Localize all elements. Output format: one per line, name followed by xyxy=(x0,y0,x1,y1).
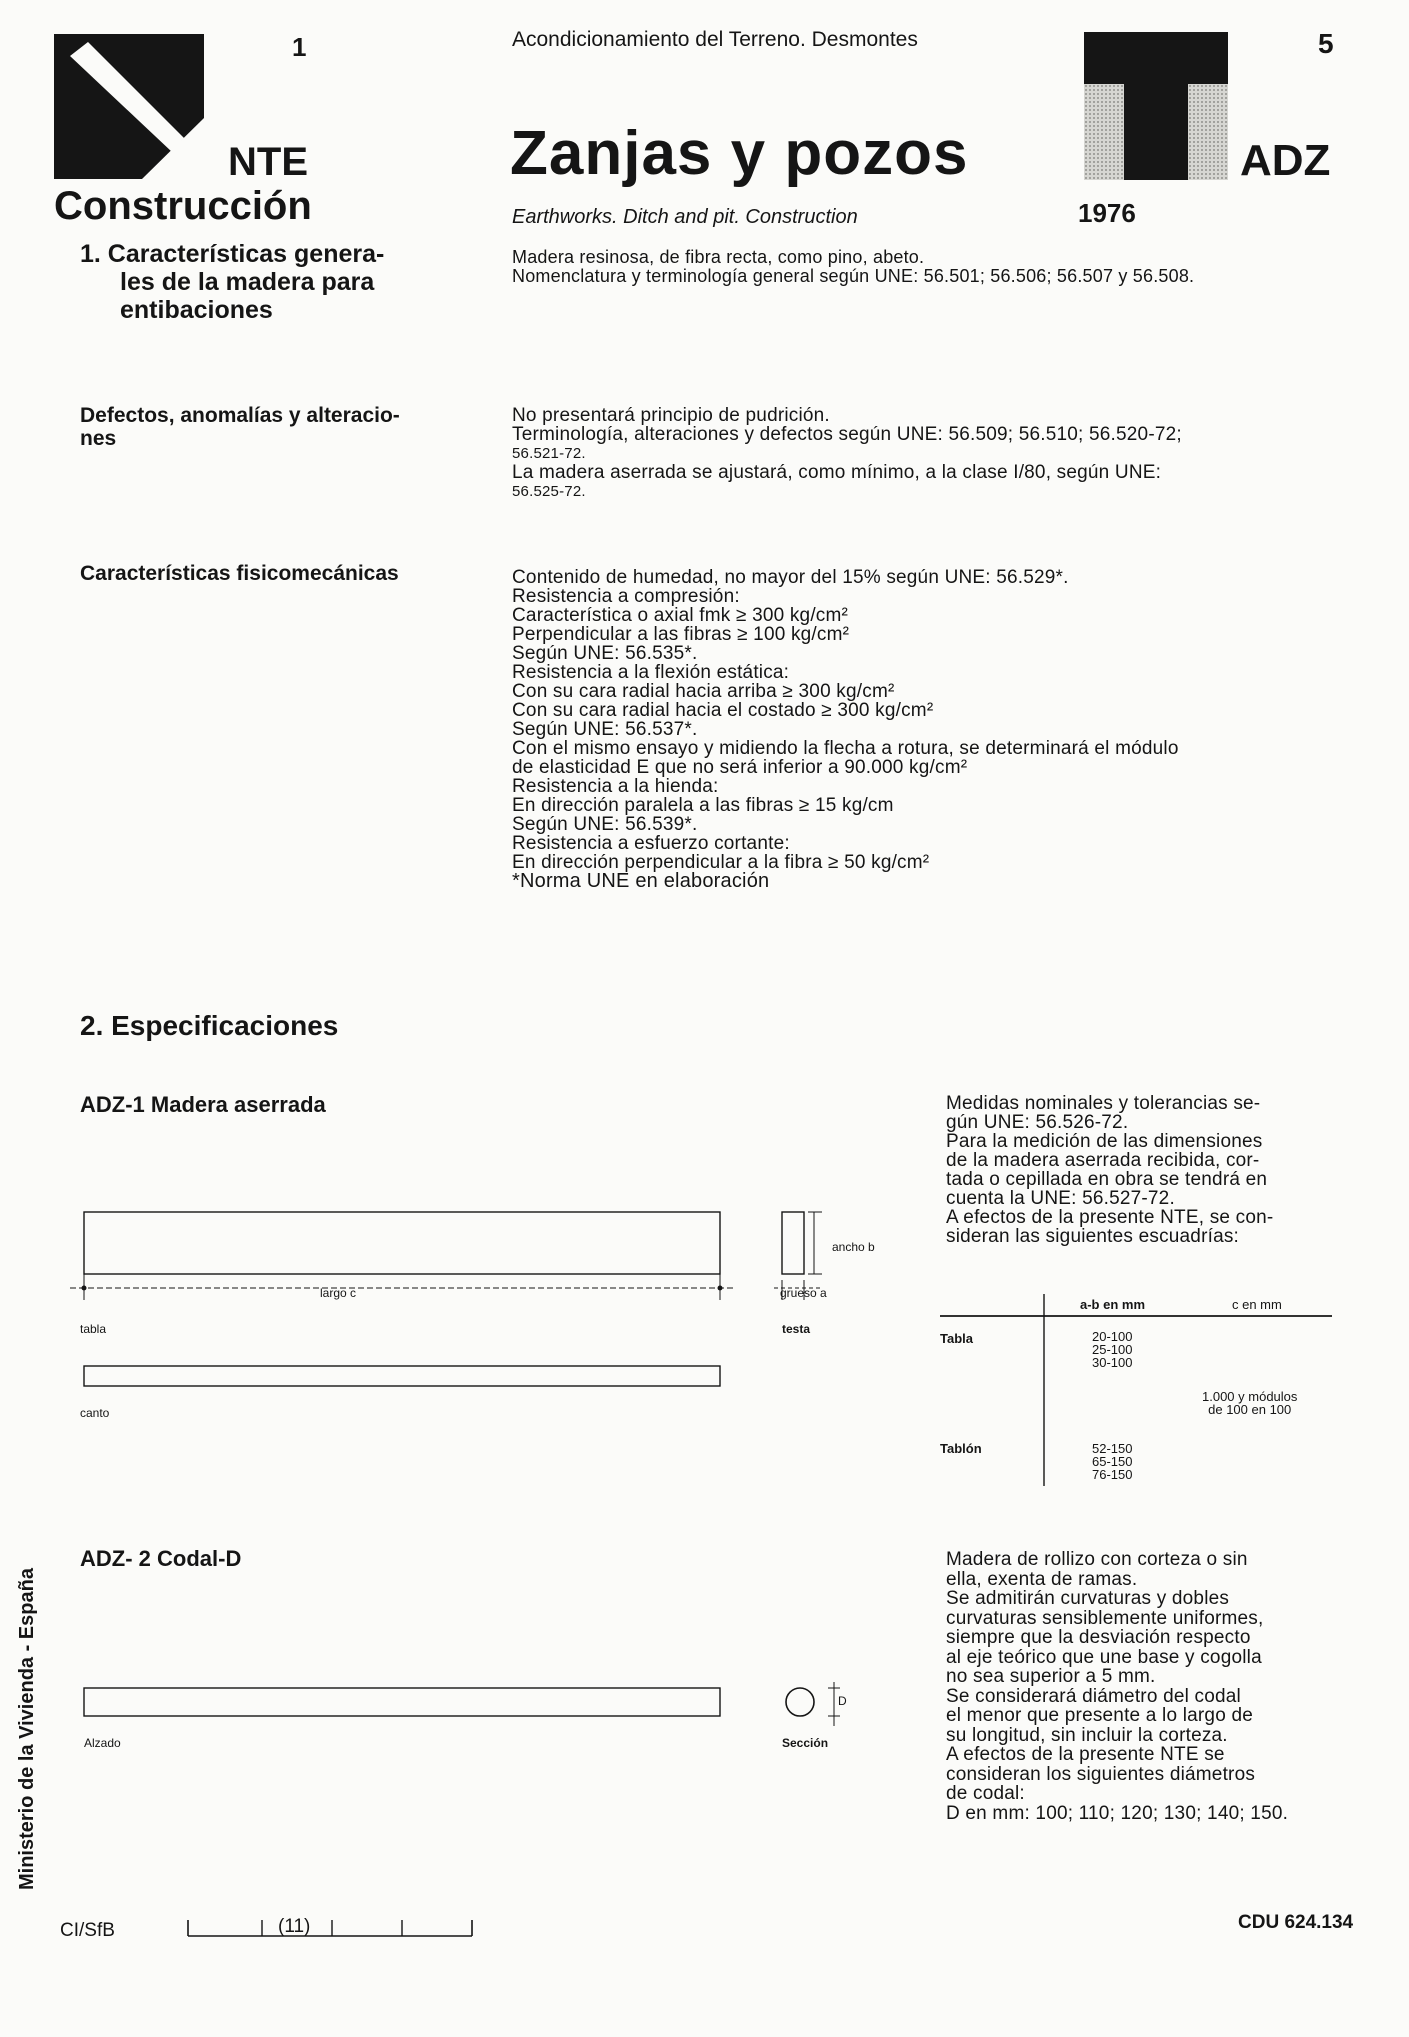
body-line: Se considerará diámetro del codal xyxy=(946,1685,1241,1707)
label-line: Defectos, anomalías y alteracio- xyxy=(80,404,400,427)
top-title: Acondicionamiento del Terreno. Desmontes xyxy=(512,28,918,51)
body-line: La madera aserrada se ajustará, como mínimo, a la clase I/80, según UNE: xyxy=(512,462,1162,483)
body-line: de elasticidad E que no será inferior a 90.000 kg/cm² xyxy=(512,757,968,778)
body-line: Nomenclatura y terminología general según UNE: 56.501; 56.506; 56.507 y 56.508. xyxy=(512,266,1195,286)
body-line: Según UNE: 56.535*. xyxy=(512,643,698,664)
body-line: En dirección paralela a las fibras ≥ 15 kg/cm xyxy=(512,795,894,816)
body-line: de codal: xyxy=(946,1783,1025,1804)
body-line: En dirección perpendicular a la fibra ≥ 50 kg/cm² xyxy=(512,852,930,873)
subtitle-en: Earthworks. Ditch and pit. Construction xyxy=(512,206,858,228)
row-values-tablon xyxy=(1092,1442,1132,1481)
construccion-label: Construcción xyxy=(54,184,312,228)
adz1-title: ADZ-1 Madera aserrada xyxy=(80,1092,326,1117)
ditch-icon xyxy=(1084,32,1228,180)
body-line: Madera resinosa, de fibra recta, como pino, abeto. xyxy=(512,247,925,267)
d-label: D xyxy=(838,1694,847,1708)
table-cell: 25-100 xyxy=(1092,1342,1133,1357)
body-line: Resistencia a esfuerzo cortante: xyxy=(512,833,790,854)
canto-label: canto xyxy=(80,1406,110,1420)
body-line: no sea superior a 5 mm. xyxy=(946,1666,1156,1687)
body-line: 56.525-72. xyxy=(512,483,586,500)
page-index-left: 1 xyxy=(292,32,307,62)
year: 1976 xyxy=(1078,198,1136,228)
body-line: tada o cepillada en obra se tendrá en xyxy=(946,1169,1268,1190)
body-line: el menor que presente a lo largo de xyxy=(946,1705,1253,1726)
fisico-body xyxy=(512,568,1179,891)
nte-label: NTE xyxy=(228,140,308,184)
table-cell: 52-150 xyxy=(1092,1441,1133,1456)
defectos-body xyxy=(512,406,1182,501)
table-cell: 30-100 xyxy=(1092,1355,1133,1370)
adz-logo xyxy=(1084,32,1228,180)
table-cell: 1.000 y módulos xyxy=(1202,1389,1298,1404)
fisico-label: Características fisicomecánicas xyxy=(80,562,399,585)
body-line: siempre que la desviación respecto xyxy=(946,1627,1251,1648)
fisico-block xyxy=(512,777,1179,834)
cisfb-box xyxy=(186,1910,476,1940)
codal-drawing xyxy=(70,1670,890,1750)
section1-title-line: entibaciones xyxy=(120,296,273,324)
alzado-label: Alzado xyxy=(84,1736,121,1750)
body-line: Terminología, alteraciones y defectos según UNE: 56.509; 56.510; 56.520-72; xyxy=(512,424,1182,445)
largo-label: largo c xyxy=(320,1286,357,1300)
section1-title-line: les de la madera para xyxy=(120,268,375,296)
body-line: Contenido de humedad, no mayor del 15% según UNE: 56.529*. xyxy=(512,567,1069,588)
table-cell: de 100 en 100 xyxy=(1208,1402,1292,1417)
row-label-tablon: Tablón xyxy=(940,1441,982,1456)
body-line: 56.521-72. xyxy=(512,445,586,462)
table-cell: 65-150 xyxy=(1092,1454,1133,1469)
body-line: No presentará principio de pudrición. xyxy=(512,405,830,426)
ancho-label: ancho b xyxy=(832,1240,875,1254)
side-publisher: Ministerio de la Vivienda - España xyxy=(16,1568,38,1890)
body-line: consideran los siguientes diámetros xyxy=(946,1763,1256,1785)
body-line: Característica o axial fmk ≥ 300 kg/cm² xyxy=(512,605,849,626)
body-line: Perpendicular a las fibras ≥ 100 kg/cm² xyxy=(512,624,850,645)
body-line: Según UNE: 56.537*. xyxy=(512,719,698,740)
body-line: Con el mismo ensayo y midiendo la flecha a rotura, se determinará el módulo xyxy=(512,738,1179,759)
body-line: gún UNE: 56.526-72. xyxy=(946,1112,1129,1133)
adz2-title: ADZ- 2 Codal-D xyxy=(80,1546,242,1571)
sawn-timber-drawing xyxy=(70,1200,920,1430)
adz2-text xyxy=(946,1550,1288,1823)
cisfb-label: CI/SfB xyxy=(60,1920,115,1941)
cdu-code: CDU 624.134 xyxy=(1238,1912,1354,1933)
body-line: sideran las siguientes escuadrías: xyxy=(946,1226,1240,1247)
fisico-note: *Norma UNE en elaboración xyxy=(512,870,770,892)
body-line: Con su cara radial hacia arriba ≥ 300 kg/cm² xyxy=(512,681,895,702)
body-line: Resistencia a compresión: xyxy=(512,586,740,607)
body-line: D en mm: 100; 110; 120; 130; 140; 150. xyxy=(946,1802,1289,1824)
body-line: cuenta la UNE: 56.527-72. xyxy=(946,1188,1175,1209)
seccion-label: Sección xyxy=(782,1736,829,1750)
body-line: ella, exenta de ramas. xyxy=(946,1568,1138,1590)
label-line: nes xyxy=(80,427,117,450)
escuadrias-table xyxy=(940,1290,1340,1490)
body-line: Resistencia a la flexión estática: xyxy=(512,662,790,683)
testa-label: testa xyxy=(782,1322,811,1336)
section1-title-line: 1. Características genera- xyxy=(80,240,385,268)
body-line: curvaturas sensiblemente uniformes, xyxy=(946,1607,1264,1629)
fisico-block xyxy=(512,834,1179,872)
body-line: Medidas nominales y tolerancias se- xyxy=(946,1093,1261,1114)
trowel-icon xyxy=(54,34,204,179)
body-line: Con su cara radial hacia el costado ≥ 300 kg/cm² xyxy=(512,700,934,721)
body-line: al eje teórico que une base y cogolla xyxy=(946,1646,1262,1668)
fisico-block xyxy=(512,568,1179,663)
adz1-text xyxy=(946,1094,1273,1246)
cisfb-frame xyxy=(186,1910,476,1940)
main-title: Zanjas y pozos xyxy=(510,119,969,188)
page-index-right: 5 xyxy=(1318,28,1334,59)
tabla-label: tabla xyxy=(80,1322,107,1336)
fisico-block xyxy=(512,663,1179,777)
body-line: Para la medición de las dimensiones xyxy=(946,1131,1263,1152)
c-value xyxy=(1202,1390,1297,1416)
section1-title xyxy=(80,240,384,324)
table-cell: 76-150 xyxy=(1092,1467,1133,1482)
body-line: de la madera aserrada recibida, cor- xyxy=(946,1150,1260,1171)
body-line: Resistencia a la hienda: xyxy=(512,776,719,797)
body-line: Se admitirán curvaturas y dobles xyxy=(946,1588,1230,1609)
grueso-label: grueso a xyxy=(780,1286,827,1300)
table-cell: 20-100 xyxy=(1092,1329,1133,1344)
section1-body xyxy=(512,248,1194,286)
body-line: A efectos de la presente NTE se xyxy=(946,1744,1225,1765)
nte-logo xyxy=(54,34,204,179)
adz1-drawing xyxy=(70,1200,920,1430)
defectos-label xyxy=(80,404,400,450)
row-label-tabla: Tabla xyxy=(940,1331,973,1346)
section2-title: 2. Especificaciones xyxy=(80,1010,339,1041)
body-line: Madera de rollizo con corteza o sin xyxy=(946,1549,1248,1570)
col-header-c: c en mm xyxy=(1232,1297,1282,1312)
body-line: su longitud, sin incluir la corteza. xyxy=(946,1724,1228,1746)
body-line: Según UNE: 56.539*. xyxy=(512,814,698,835)
body-line: A efectos de la presente NTE, se con- xyxy=(946,1207,1274,1228)
cisfb-code: (11) xyxy=(278,1916,311,1937)
adz2-drawing xyxy=(70,1670,890,1750)
col-header-ab: a-b en mm xyxy=(1080,1297,1146,1312)
adz-code: ADZ xyxy=(1240,136,1331,185)
row-values-tabla xyxy=(1092,1330,1132,1369)
